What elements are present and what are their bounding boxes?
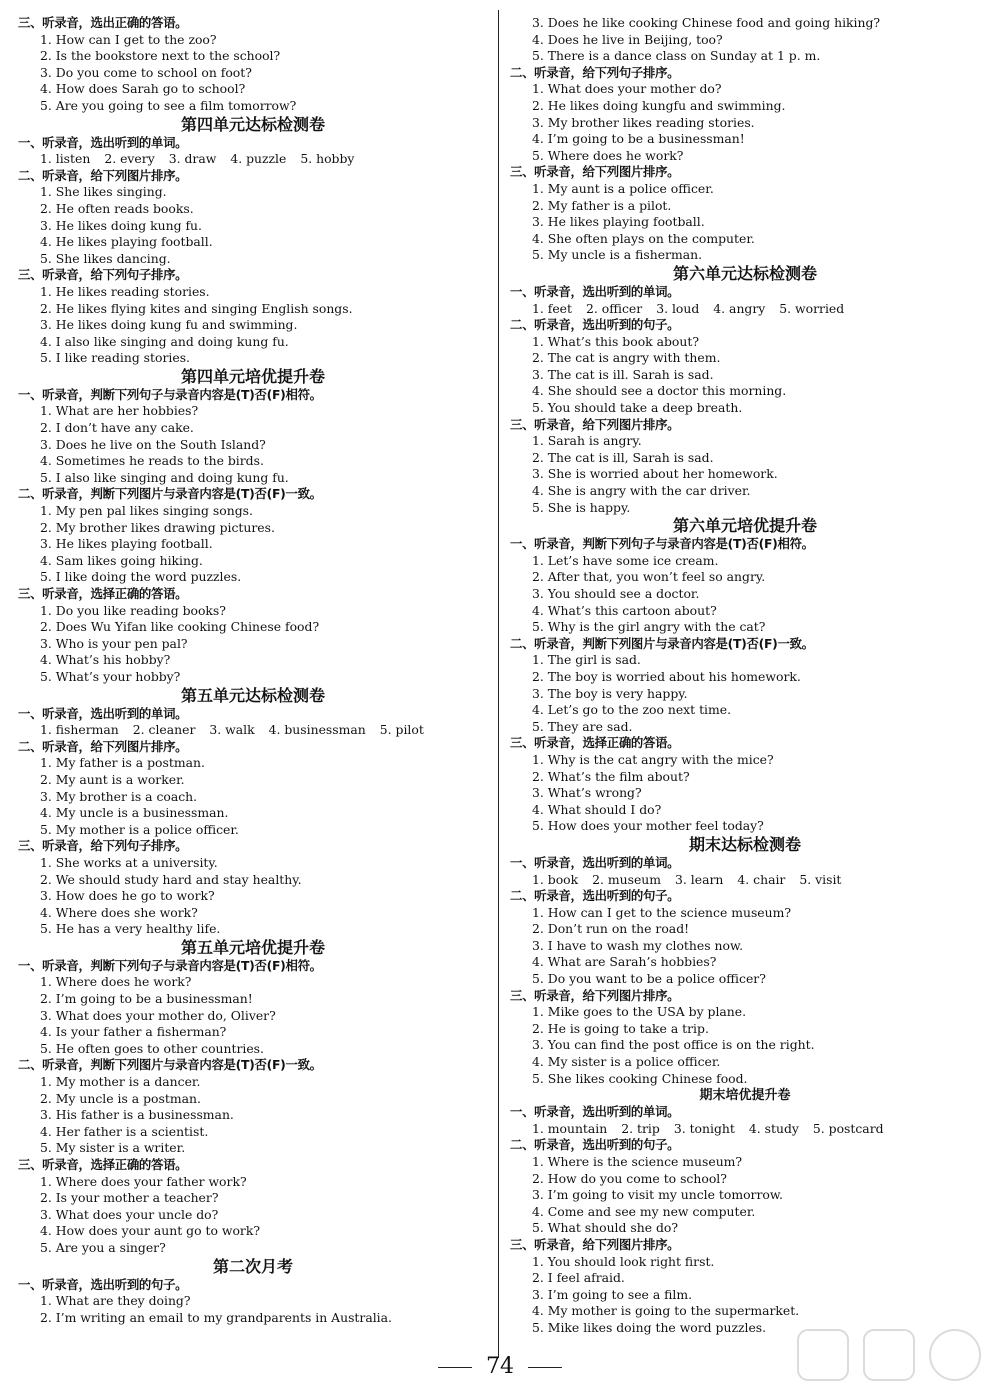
list-item: 4. I’m going to be a businessman!	[532, 131, 745, 147]
list-item: 4. My mother is going to the supermarket.	[532, 1303, 800, 1319]
left-column	[18, 15, 488, 1326]
list-item: 5. Where does he work?	[532, 147, 684, 163]
word-option: 3. tonight	[673, 1120, 735, 1136]
list-item: 1. Where does he work?	[40, 974, 192, 990]
footer-dash-right	[528, 1367, 562, 1368]
list-item: 5. Are you a singer?	[40, 1239, 166, 1255]
list-item: 2. How do you come to school?	[532, 1170, 727, 1186]
word-option: 4. study	[748, 1120, 799, 1136]
part-heading: 二、听录音，给下列图片排序。	[18, 738, 188, 754]
watermark-glyph-2	[864, 1330, 914, 1380]
list-item: 1. You should look right first.	[532, 1253, 715, 1269]
list-item: 3. My brother likes reading stories.	[532, 114, 755, 130]
list-item: 4. She is angry with the car driver.	[532, 483, 751, 499]
list-item: 3. He likes doing kung fu and swimming.	[40, 317, 298, 333]
word-option: 5. worried	[779, 300, 845, 316]
part-heading: 三、听录音，给下列图片排序。	[510, 416, 680, 432]
section-title: 第五单元达标检测卷	[180, 685, 325, 705]
list-item: 4. My sister is a police officer.	[532, 1054, 721, 1070]
part-heading: 三、听录音，给下列图片排序。	[510, 987, 680, 1003]
part-heading: 二、听录音，给下列图片排序。	[18, 167, 188, 183]
list-item: 2. The boy is worried about his homework.	[532, 668, 801, 684]
list-item: 1. Mike goes to the USA by plane.	[532, 1004, 747, 1020]
list-item: 5. She likes dancing.	[40, 250, 171, 266]
list-item: 3. You should see a doctor.	[532, 586, 700, 601]
list-item: 3. He likes playing football.	[532, 214, 705, 230]
right-column	[510, 15, 980, 1337]
list-item: 4. He likes playing football.	[40, 234, 213, 250]
list-item: 4. How does your aunt go to work?	[40, 1223, 261, 1239]
part-heading: 一、听录音，选出听到的单词。	[510, 1104, 680, 1120]
list-item: 1. What are her hobbies?	[40, 403, 199, 419]
list-item: 5. Mike likes doing the word puzzles.	[532, 1319, 767, 1335]
list-item: 1. My aunt is a police officer.	[532, 180, 714, 196]
part-heading: 一、听录音，选出听到的句子。	[18, 1276, 188, 1292]
list-item: 2. Is your mother a teacher?	[40, 1190, 219, 1206]
list-item: 2. My uncle is a postman.	[40, 1090, 201, 1106]
word-option: 1. mountain	[532, 1120, 608, 1136]
column-divider	[498, 10, 499, 1358]
list-item: 2. Don’t run on the road!	[532, 921, 690, 937]
list-item: 3. What does your mother do, Oliver?	[40, 1007, 276, 1023]
list-item: 2. We should study hard and stay healthy.	[40, 871, 302, 887]
list-item: 2. The cat is ill, Sarah is sad.	[532, 449, 714, 465]
list-item: 4. What’s his hobby?	[40, 652, 171, 668]
part-heading: 二、听录音，判断下列图片与录音内容是(T)否(F)一致。	[18, 486, 322, 502]
list-item: 5. Are you going to see a film tomorrow?	[40, 97, 297, 113]
list-item: 3. How does he go to work?	[40, 888, 215, 904]
list-item: 3. His father is a businessman.	[40, 1107, 234, 1123]
list-item: 4. How does Sarah go to school?	[40, 81, 246, 97]
part-heading: 三、听录音，给下列句子排序。	[18, 838, 188, 854]
list-item: 1. The girl is sad.	[532, 652, 641, 668]
section-title: 第六单元达标检测卷	[672, 263, 817, 283]
word-option: 5. hobby	[300, 151, 355, 167]
page-number: 74	[486, 1354, 514, 1379]
word-list	[510, 872, 980, 889]
section-title: 第四单元培优提升卷	[180, 366, 325, 386]
list-item: 4. Does he live in Beijing, too?	[532, 31, 723, 47]
list-item: 3. She is worried about her homework.	[532, 466, 778, 482]
list-item: 3. He likes playing football.	[40, 536, 213, 552]
list-item: 2. I don’t have any cake.	[40, 420, 194, 436]
list-item: 2. He often reads books.	[40, 200, 194, 216]
word-option: 1. fisherman	[40, 722, 119, 738]
list-item: 3. Who is your pen pal?	[40, 635, 188, 651]
watermark-logo	[792, 1324, 992, 1394]
part-heading: 二、听录音，给下列句子排序。	[510, 64, 680, 80]
word-option: 5. visit	[799, 871, 842, 887]
list-item: 1. Do you like reading books?	[40, 602, 226, 618]
list-item: 5. I like doing the word puzzles.	[40, 569, 242, 585]
list-item: 2. My aunt is a worker.	[40, 771, 185, 787]
part-heading: 三、听录音，选出正确的答语。	[18, 15, 188, 30]
word-option: 3. walk	[209, 722, 255, 738]
part-heading: 三、听录音，选择正确的答语。	[510, 735, 680, 751]
list-item: 5. I like reading stories.	[40, 350, 191, 366]
part-heading: 一、听录音，判断下列句子与录音内容是(T)否(F)相符。	[510, 536, 814, 552]
list-item: 5. How does your mother feel today?	[532, 818, 764, 834]
list-item: 2. He is going to take a trip.	[532, 1020, 709, 1036]
list-item: 5. They are sad.	[532, 718, 633, 734]
list-item: 3. Do you come to school on foot?	[40, 64, 252, 80]
list-item: 1. How can I get to the zoo?	[40, 31, 217, 47]
list-item: 3. Does he like cooking Chinese food and going hiking?	[532, 15, 881, 30]
part-heading: 二、听录音，选出听到的句子。	[510, 317, 680, 333]
list-item: 4. Where does she work?	[40, 904, 198, 920]
list-item: 4. Her father is a scientist.	[40, 1123, 209, 1139]
part-heading: 三、听录音，给下列图片排序。	[510, 1236, 680, 1252]
part-heading: 一、听录音，选出听到的单词。	[510, 854, 680, 870]
list-item: 3. What’s wrong?	[532, 785, 642, 801]
list-item: 4. Is your father a fisherman?	[40, 1024, 227, 1040]
section-title: 第四单元达标检测卷	[180, 114, 325, 134]
list-item: 4. My uncle is a businessman.	[40, 805, 229, 821]
list-item: 5. He often goes to other countries.	[40, 1040, 264, 1056]
list-item: 4. What should I do?	[532, 801, 662, 817]
list-item: 4. She often plays on the computer.	[532, 230, 755, 246]
list-item: 2. I’m writing an email to my grandparents in Australia.	[40, 1309, 392, 1325]
list-item: 4. She should see a doctor this morning.	[532, 383, 787, 399]
list-item: 5. I also like singing and doing kung fu.	[40, 469, 289, 485]
word-option: 4. puzzle	[230, 151, 287, 167]
list-item: 3. The cat is ill. Sarah is sad.	[532, 366, 714, 382]
list-item: 1. How can I get to the science museum?	[532, 904, 792, 920]
word-option: 2. museum	[592, 871, 662, 887]
part-heading: 一、听录音，选出听到的单词。	[18, 705, 188, 721]
word-option: 4. businessman	[268, 722, 366, 738]
list-item: 5. Why is the girl angry with the cat?	[532, 619, 766, 635]
list-item: 1. She works at a university.	[40, 854, 218, 870]
list-item: 4. Sometimes he reads to the birds.	[40, 453, 264, 469]
list-item: 5. Do you want to be a police officer?	[532, 971, 766, 987]
list-item: 3. I’m going to visit my uncle tomorrow.	[532, 1187, 783, 1203]
list-item: 3. He likes doing kung fu.	[40, 217, 202, 233]
section-title: 第六单元培优提升卷	[672, 516, 817, 536]
part-heading: 二、听录音，选出听到的句子。	[510, 888, 680, 904]
list-item: 1. My father is a postman.	[40, 755, 205, 771]
list-item: 5. There is a dance class on Sunday at 1 p. m.	[532, 48, 821, 64]
list-item: 3. I’m going to see a film.	[532, 1286, 693, 1302]
word-option: 2. cleaner	[132, 722, 196, 738]
list-item: 1. Let’s have some ice cream.	[532, 552, 719, 568]
list-item: 3. What does your uncle do?	[40, 1206, 219, 1222]
list-item: 1. What are they doing?	[40, 1293, 191, 1309]
list-item: 1. Why is the cat angry with the mice?	[532, 751, 774, 767]
list-item: 2. My father is a pilot.	[532, 197, 672, 213]
list-item: 1. Sarah is angry.	[532, 433, 642, 449]
word-option: 1. feet	[532, 300, 572, 316]
part-heading: 三、听录音，给下列句子排序。	[18, 267, 188, 283]
part-heading: 一、听录音，选出听到的单词。	[18, 134, 188, 150]
list-item: 2. What’s the film about?	[532, 768, 690, 784]
list-item: 5. You should take a deep breath.	[532, 400, 743, 416]
list-item: 2. After that, you won’t feel so angry.	[532, 569, 766, 585]
list-item: 1. Where is the science museum?	[532, 1154, 743, 1169]
part-heading: 一、听录音，判断下列句子与录音内容是(T)否(F)相符。	[18, 957, 322, 973]
list-item: 3. My brother is a coach.	[40, 788, 198, 804]
list-item: 1. He likes reading stories.	[40, 283, 210, 299]
word-option: 1. book	[532, 871, 579, 887]
list-item: 5. He has a very healthy life.	[40, 921, 221, 937]
list-item: 5. My mother is a police officer.	[40, 821, 239, 837]
part-heading: 三、听录音，选择正确的答语。	[18, 1157, 188, 1172]
list-item: 4. Let’s go to the zoo next time.	[532, 702, 732, 718]
word-option: 4. angry	[713, 300, 766, 316]
part-heading: 二、听录音，选出听到的句子。	[510, 1137, 680, 1153]
list-item: 4. What’s this cartoon about?	[532, 602, 717, 618]
part-heading: 二、听录音，判断下列图片与录音内容是(T)否(F)一致。	[18, 1057, 322, 1073]
word-option: 2. officer	[586, 300, 643, 316]
list-item: 2. The cat is angry with them.	[532, 350, 721, 366]
list-item: 1. What does your mother do?	[532, 81, 722, 97]
list-item: 2. He likes flying kites and singing English songs.	[40, 300, 353, 316]
word-option: 3. draw	[168, 151, 217, 167]
word-option: 2. every	[104, 151, 155, 167]
list-item: 4. What are Sarah’s hobbies?	[532, 954, 717, 970]
list-item: 1. My mother is a dancer.	[40, 1074, 201, 1090]
list-item: 3. You can find the post office is on the right.	[532, 1037, 815, 1053]
list-item: 2. Is the bookstore next to the school?	[40, 48, 281, 64]
section-title: 第五单元培优提升卷	[180, 937, 325, 957]
list-item: 5. My sister is a writer.	[40, 1140, 186, 1156]
word-option: 3. loud	[656, 300, 700, 316]
list-item: 2. My brother likes drawing pictures.	[40, 519, 275, 535]
word-list	[18, 151, 488, 168]
part-heading: 三、听录音，给下列图片排序。	[510, 164, 680, 180]
word-option: 5. pilot	[379, 722, 424, 738]
list-item: 2. He likes doing kungfu and swimming.	[532, 97, 786, 113]
watermark-glyph-1	[798, 1330, 848, 1380]
word-option: 1. listen	[40, 151, 91, 167]
watermark-glyph-3	[930, 1330, 980, 1380]
footer-dash-left	[438, 1367, 472, 1368]
word-option: 5. postcard	[812, 1120, 884, 1136]
list-item: 3. I have to wash my clothes now.	[532, 937, 744, 953]
word-list	[510, 301, 980, 318]
list-item: 2. I feel afraid.	[532, 1270, 625, 1286]
word-option: 2. trip	[621, 1120, 660, 1136]
list-item: 4. Sam likes going hiking.	[40, 552, 203, 568]
section-title: 第二次月考	[212, 1256, 293, 1276]
list-item: 4. I also like singing and doing kung fu.	[40, 333, 289, 349]
part-heading: 三、听录音，选择正确的答语。	[18, 586, 188, 601]
list-item: 4. Come and see my new computer.	[532, 1203, 756, 1219]
section-title: 期末达标检测卷	[688, 834, 801, 854]
section-title: 期末培优提升卷	[699, 1088, 791, 1104]
word-list	[18, 722, 488, 739]
word-list	[510, 1121, 980, 1138]
part-heading: 二、听录音，判断下列图片与录音内容是(T)否(F)一致。	[510, 635, 814, 651]
list-item: 1. She likes singing.	[40, 184, 167, 200]
word-option: 4. chair	[737, 871, 786, 887]
part-heading: 一、听录音，选出听到的单词。	[510, 283, 680, 299]
list-item: 3. The boy is very happy.	[532, 685, 688, 701]
list-item: 5. My uncle is a fisherman.	[532, 247, 703, 263]
list-item: 1. What’s this book about?	[532, 333, 699, 349]
list-item: 2. Does Wu Yifan like cooking Chinese food?	[40, 619, 320, 635]
list-item: 3. Does he live on the South Island?	[40, 436, 266, 452]
word-option: 3. learn	[675, 871, 724, 887]
list-item: 1. My pen pal likes singing songs.	[40, 503, 253, 519]
list-item: 5. She likes cooking Chinese food.	[532, 1070, 748, 1086]
list-item: 5. What should she do?	[532, 1220, 679, 1236]
part-heading: 一、听录音，判断下列句子与录音内容是(T)否(F)相符。	[18, 386, 322, 402]
list-item: 1. Where does your father work?	[40, 1173, 247, 1189]
list-item: 5. What’s your hobby?	[40, 668, 181, 684]
list-item: 2. I’m going to be a businessman!	[40, 991, 253, 1007]
list-item: 5. She is happy.	[532, 499, 631, 515]
